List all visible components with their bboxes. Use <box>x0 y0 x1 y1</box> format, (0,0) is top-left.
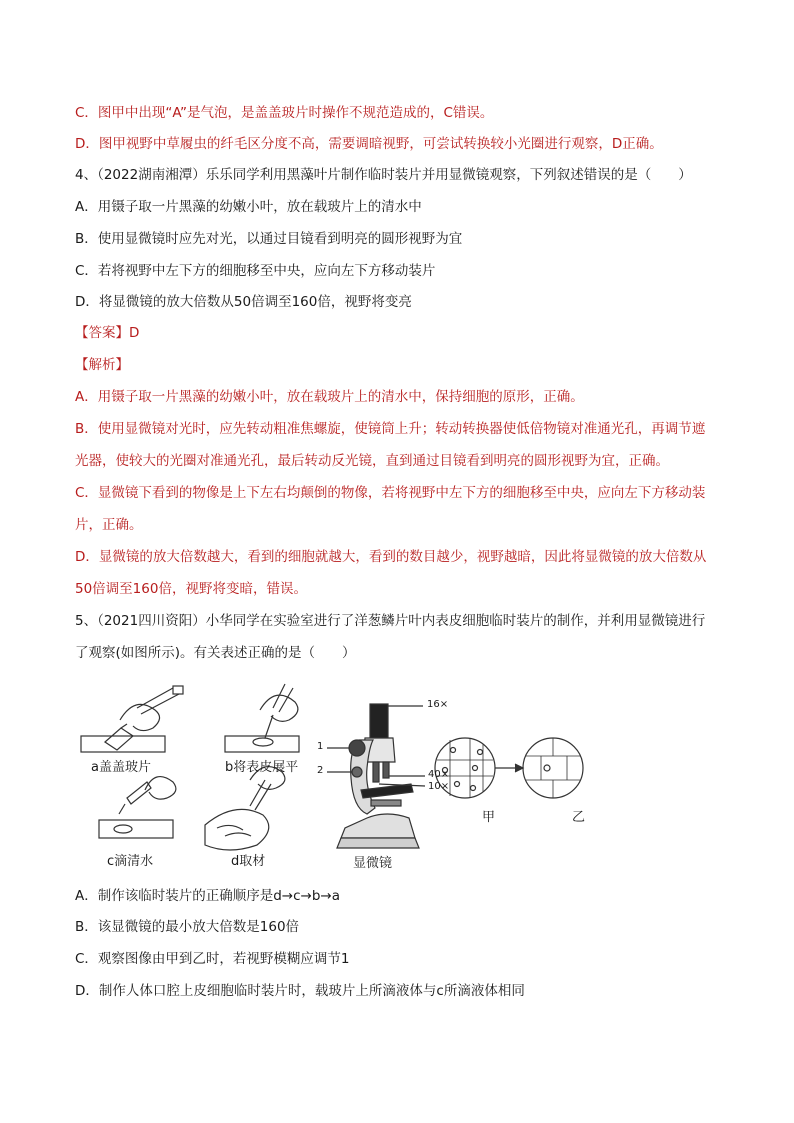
question-4-stem: 4、（2022湖南湘潭）乐乐同学利用黑藻叶片制作临时装片并用显微镜观察，下列叙述错误的是（ ） <box>75 167 692 183</box>
q5-option-c: C．观察图像由甲到乙时，若视野模糊应调节1 <box>75 951 350 967</box>
explanation-c: C．图甲中出现“A”是气泡，是盖盖玻片时操作不规范造成的，C错误。 <box>75 105 494 121</box>
q4-analysis-heading: 【解析】 <box>75 357 129 373</box>
part-2-label: 2 <box>317 765 324 776</box>
question-5-stem-line2: 了观察(如图所示)。有关表述正确的是（ ） <box>75 645 356 661</box>
q5-option-b: B．该显微镜的最小放大倍数是160倍 <box>75 919 300 935</box>
view-jia-label: 甲 <box>482 810 496 825</box>
view-yi-label: 乙 <box>572 810 586 825</box>
microscope-label: 显微镜 <box>353 856 393 871</box>
q4-analysis-b1: B．使用显微镜对光时，应先转动粗准焦螺旋，使镜筒上升；转动转换器使低倍物镜对准通光孔，再调节遮 <box>75 421 706 437</box>
q5-option-d: D．制作人体口腔上皮细胞临时装片时，载玻片上所滴液体与c所滴液体相同 <box>75 983 525 999</box>
q4-analysis-b2: 光器，使较大的光圈对准通光孔，最后转动反光镜，直到通过目镜看到明亮的圆形视野为宜，正确。 <box>75 453 669 469</box>
q4-option-b: B．使用显微镜时应先对光，以通过目镜看到明亮的圆形视野为宜 <box>75 231 463 247</box>
step-c-illustration <box>99 777 176 838</box>
q4-analysis-a: A．用镊子取一片黑藻的幼嫩小叶，放在载玻片上的清水中，保持细胞的原形，正确。 <box>75 389 584 405</box>
step-c-label: c滴清水 <box>107 854 154 869</box>
q5-option-a: A．制作该临时装片的正确顺序是d→c→b→a <box>75 888 341 904</box>
step-b-label: b将表皮展平 <box>225 760 299 775</box>
view-yi-illustration <box>523 738 583 798</box>
q4-option-a: A．用镊子取一片黑藻的幼嫩小叶，放在载玻片上的清水中 <box>75 199 422 215</box>
step-d-illustration <box>205 767 285 850</box>
question-5-stem-line1: 5、（2021四川资阳）小华同学在实验室进行了洋葱鳞片叶内表皮细胞临时装片的制作，并利用显微镜进行 <box>75 613 706 629</box>
q4-answer: 【答案】D <box>75 325 140 341</box>
q4-analysis-c2: 片，正确。 <box>75 517 143 533</box>
q4-option-d: D．将显微镜的放大倍数从50倍调至160倍，视野将变亮 <box>75 294 412 310</box>
eyepiece-label: 16× <box>427 699 449 710</box>
q4-option-c: C．若将视野中左下方的细胞移至中央，应向左下方移动装片 <box>75 263 436 279</box>
q5-figure <box>75 680 735 880</box>
step-a-illustration <box>81 686 183 752</box>
q4-analysis-c1: C．显微镜下看到的物像是上下左右均颠倒的物像，若将视野中左下方的细胞移至中央，应向左下方移动装 <box>75 485 706 501</box>
q4-analysis-d1: D．显微镜的放大倍数越大，看到的细胞就越大，看到的数目越少，视野越暗，因此将显微镜的放大倍数从 <box>75 549 707 565</box>
objective-low-label: 10× <box>428 781 450 792</box>
step-b-illustration <box>225 684 299 752</box>
q4-analysis-d2: 50倍调至160倍，视野将变暗，错误。 <box>75 581 307 597</box>
part-1-label: 1 <box>317 741 324 752</box>
figure-drawing <box>75 680 735 880</box>
step-a-label: a盖盖玻片 <box>91 760 151 775</box>
objective-high-label: 40× <box>428 769 450 780</box>
step-d-label: d取材 <box>231 854 266 869</box>
explanation-d: D．图甲视野中草履虫的纤毛区分度不高，需要调暗视野，可尝试转换较小光圈进行观察，D正确。 <box>75 136 663 152</box>
